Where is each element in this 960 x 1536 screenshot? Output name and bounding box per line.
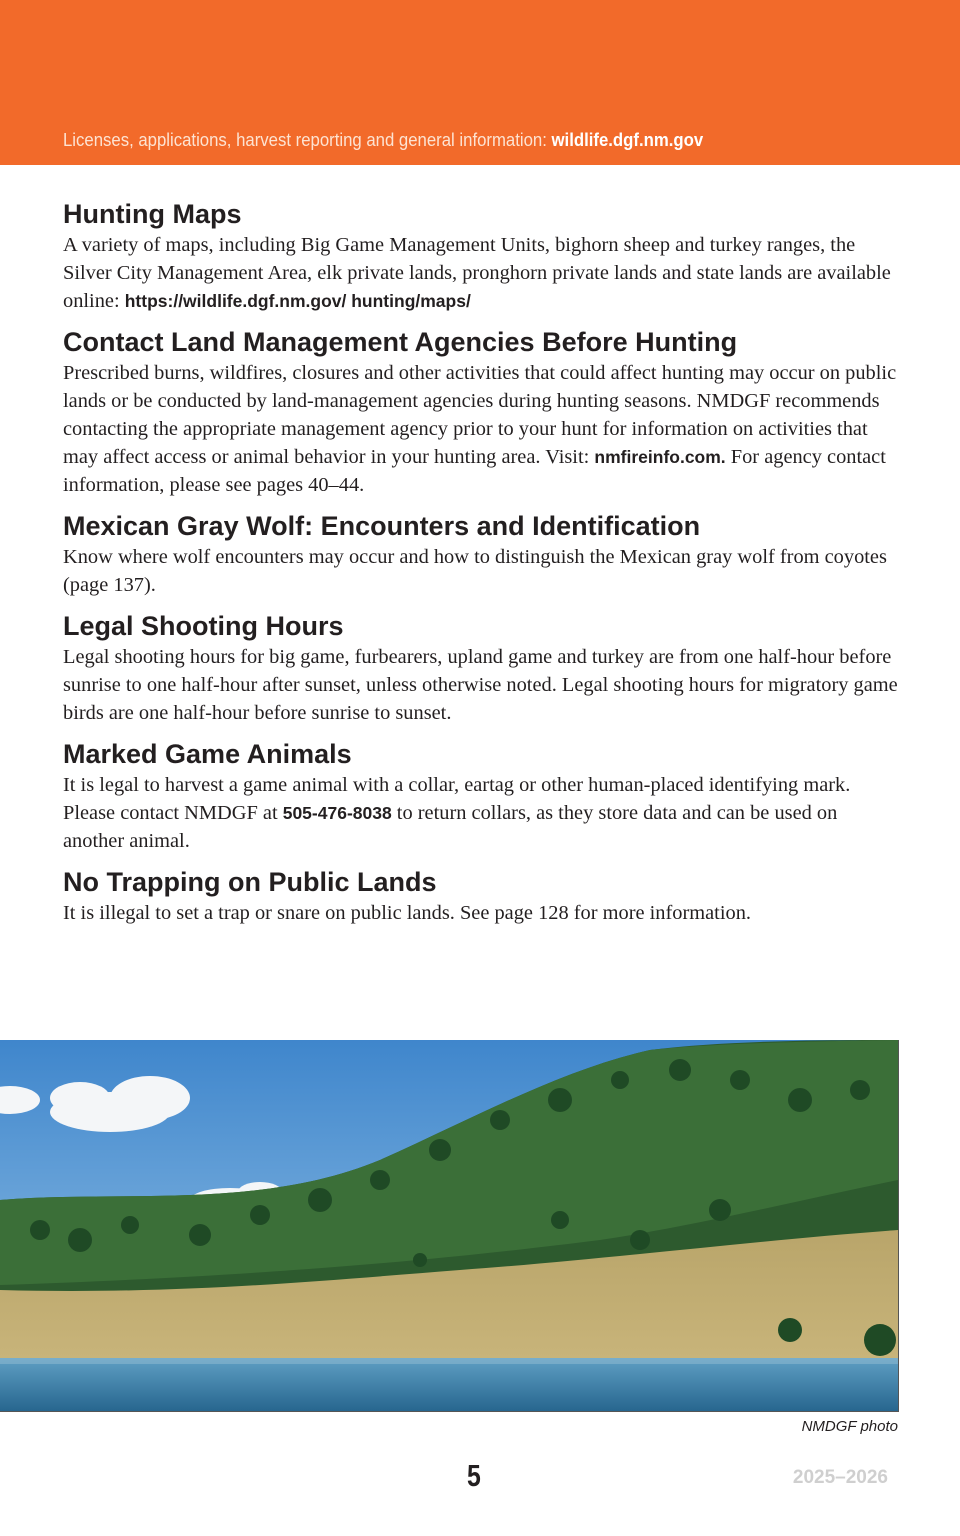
landscape-photo [0,1040,899,1412]
section-body [63,359,903,499]
section-marked-animals [63,737,903,855]
main-content [63,197,903,937]
section-body: Legal shooting hours for big game, furbearers, upland game and turkey are from one half-hour before sunrise to one half-hour after sunset, unless otherwise noted. Legal shooting hours for migratory game birds are one half-hour before sunrise to sunset. [63,646,898,724]
header-banner [0,0,960,165]
section-title: Legal Shooting Hours [63,611,344,641]
edition-years: 2025–2026 [792,1467,888,1488]
section-title: No Trapping on Public Lands [63,867,437,897]
section-title: Hunting Maps [63,199,242,229]
section-no-trapping [63,865,903,927]
section-title: Contact Land Management Agencies Before Hunting [63,327,738,357]
section-title: Marked Game Animals [63,739,352,769]
section-shooting-hours [63,609,903,727]
body-text: to return collars, as they store data and can be used on another animal. [63,802,838,852]
section-body [63,771,903,855]
hunting-maps-link[interactable]: https://wildlife.dgf.nm.gov/ hunting/maps/ [124,291,471,311]
section-contact-agencies [63,325,903,499]
nmfireinfo-link[interactable]: nmfireinfo.com. [594,447,726,467]
phone-number[interactable]: 505-476-8038 [282,803,392,823]
section-body: Know where wolf encounters may occur and how to distinguish the Mexican gray wolf from coyotes (page 137). [63,546,887,596]
header-info-line [63,130,881,151]
page-number: 5 [467,1458,481,1493]
section-body: It is illegal to set a trap or snare on public lands. See page 128 for more information. [63,902,751,924]
section-wolf [63,509,903,599]
landscape-illustration [0,1040,898,1411]
body-text: For agency contact information, please see pages 40–44. [63,446,886,496]
header-url-link[interactable]: wildlife.dgf.nm.gov [551,130,704,150]
section-body [63,231,903,315]
body-text: It is legal to harvest a game animal with a collar, eartag or other human-placed identifying mark. Please contact NMDGF at [63,774,851,824]
body-text: Prescribed burns, wildfires, closures and other activities that could affect hunting may occur on public lands or be conducted by land-management agencies during hunting seasons. NMDGF recommends contacting the appropriate management agency prior to your hunt for information on activities that may affect access or animal behavior in your hunting area. Visit: [63,362,897,468]
section-title: Mexican Gray Wolf: Encounters and Identification [63,511,701,541]
photo-credit: NMDGF photo [801,1418,898,1435]
body-text: A variety of maps, including Big Game Management Units, bighorn sheep and turkey ranges, the Silver City Management Area, elk private lands, pronghorn private lands and state lands are available online: [63,234,891,312]
section-hunting-maps [63,197,903,315]
header-intro-text: Licenses, applications, harvest reporting and general information: [63,130,552,150]
